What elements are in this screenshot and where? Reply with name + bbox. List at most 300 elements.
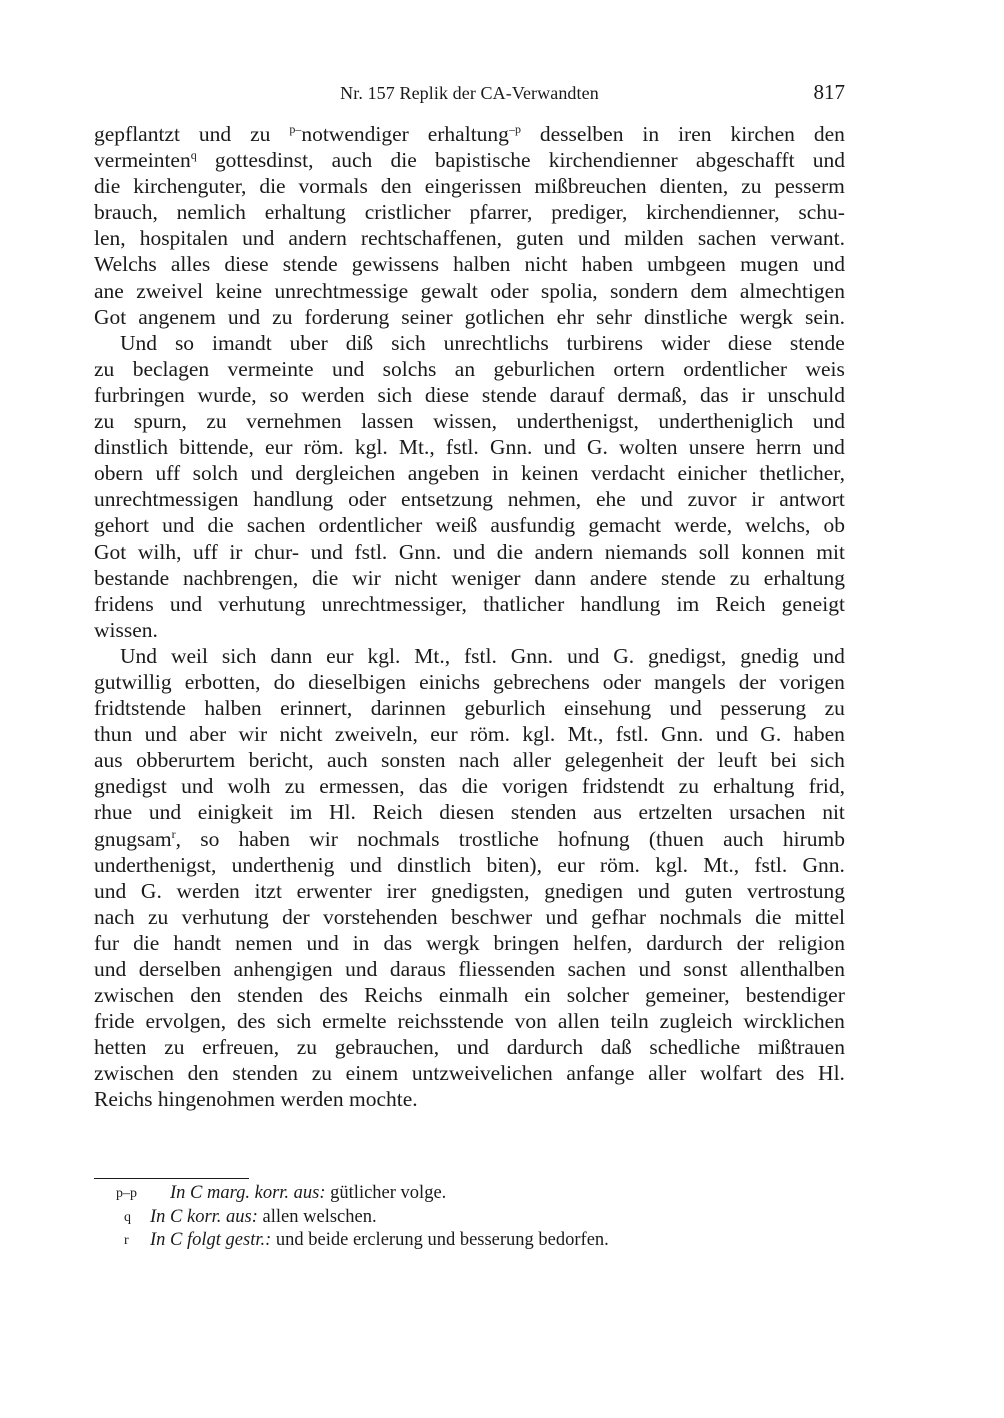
- footnote-marker: r: [124, 1233, 129, 1248]
- word-part: geneigt: [781, 591, 845, 616]
- word-part: thun: [94, 722, 133, 747]
- word-part: das: [418, 774, 448, 799]
- word-part: die: [461, 774, 488, 799]
- word: [465, 304, 545, 330]
- word-part: wircklichen: [743, 1009, 845, 1034]
- word-part: dann: [270, 643, 313, 668]
- word: [679, 773, 699, 799]
- word: [596, 486, 626, 512]
- word: [270, 643, 312, 669]
- word-part: stende: [789, 330, 845, 355]
- word-part: im: [289, 800, 313, 825]
- word: [361, 408, 414, 434]
- word-part: wissen,: [433, 409, 497, 434]
- word-part: Mt.,: [567, 722, 604, 747]
- word: [308, 669, 406, 695]
- text-line: [94, 904, 845, 930]
- word-part: hetten: [94, 1035, 147, 1060]
- word-part: weis: [805, 356, 845, 381]
- word-part: abgeschafft: [695, 148, 795, 173]
- word: [94, 1060, 174, 1086]
- word-part: schu-: [798, 200, 845, 225]
- word-part: antwort: [779, 487, 845, 512]
- word-part: haben: [793, 722, 845, 747]
- word-part: ehr: [556, 304, 585, 329]
- word-part: unrechtmessigen: [94, 487, 239, 512]
- word-part: erhaltung: [264, 200, 346, 225]
- word-part: erhaltung: [427, 122, 509, 146]
- word: [677, 591, 700, 617]
- word-part: von: [514, 1009, 547, 1034]
- word: [228, 304, 260, 330]
- word-part: die: [133, 930, 160, 955]
- word-part: ermelte: [322, 1009, 387, 1034]
- footnote-apparatus: In C folgt gestr.:: [150, 1230, 272, 1250]
- word: [285, 773, 305, 799]
- word-part: gemeiner,: [645, 983, 730, 1008]
- word-part: kirchendienner,: [646, 200, 780, 225]
- footnote-rule: [94, 1178, 249, 1179]
- word: [431, 878, 530, 904]
- word-part: darinnen: [370, 696, 446, 721]
- word-part: chur-: [254, 539, 299, 564]
- word-part: sachen: [246, 513, 306, 538]
- word-part: gotlichen: [464, 304, 545, 329]
- word-part: ermessen,: [319, 774, 405, 799]
- word-part: so: [174, 330, 195, 355]
- word-part: dardurch: [506, 1035, 584, 1060]
- word-part: gnedigsten,: [430, 878, 530, 903]
- word-part: zu: [272, 304, 293, 329]
- word: [745, 512, 810, 538]
- word: [94, 982, 174, 1008]
- word: [683, 356, 787, 382]
- word-part: werden: [301, 382, 365, 407]
- word: [318, 512, 422, 538]
- word: [587, 434, 608, 460]
- word-part: ehe: [595, 487, 626, 512]
- text-line: [94, 460, 845, 486]
- word-part: und: [812, 252, 845, 277]
- word-part: oder: [490, 278, 529, 303]
- word: [391, 330, 426, 356]
- word: [813, 434, 845, 460]
- word: [730, 121, 794, 147]
- word: [566, 1060, 634, 1086]
- text-line: [94, 643, 845, 669]
- word-part: bringen: [493, 930, 560, 955]
- word: [593, 799, 622, 825]
- word: [94, 695, 186, 721]
- word-part: diese: [424, 382, 470, 407]
- word-part: im: [676, 591, 700, 616]
- text-line: [94, 773, 845, 799]
- word: [490, 278, 528, 304]
- word: [459, 826, 539, 852]
- word: [740, 251, 799, 277]
- word: [171, 643, 208, 669]
- word-part: zu: [741, 174, 762, 199]
- word-part: die: [755, 904, 782, 929]
- word: erhaltung–p: [427, 122, 521, 146]
- word-part: vertrostung: [747, 878, 845, 903]
- word-part: der: [736, 930, 765, 955]
- word-part: pfarrer,: [469, 200, 533, 225]
- word-part: dinstlich: [397, 852, 472, 877]
- text-line: [94, 199, 845, 225]
- word-part: len,: [94, 226, 126, 251]
- word: [283, 251, 338, 277]
- word: [649, 1034, 740, 1060]
- word-part: itzt: [254, 878, 282, 903]
- word: [661, 330, 710, 356]
- word-part: ordentlicher: [318, 513, 423, 538]
- word-part: ir: [741, 382, 755, 407]
- word: [700, 382, 729, 408]
- word: [430, 721, 457, 747]
- word: [678, 121, 711, 147]
- word: [516, 225, 564, 251]
- word-part: Mt.,: [398, 435, 435, 460]
- word: [419, 773, 448, 799]
- word: [133, 173, 246, 199]
- word-part: fridstendt: [582, 774, 665, 799]
- word: [513, 747, 551, 773]
- word-part: gnugsam: [94, 826, 172, 851]
- word-part: kgl.: [655, 852, 689, 877]
- word-part: derselben: [138, 957, 222, 981]
- word-part: vorigen: [502, 774, 568, 799]
- word-part: Mt.,: [414, 643, 451, 668]
- body-text: [94, 121, 845, 1113]
- word: [770, 225, 845, 251]
- word-part: aller: [512, 748, 552, 773]
- word: [383, 356, 437, 382]
- word-part: des: [775, 1061, 805, 1086]
- word: [399, 539, 441, 565]
- word: [642, 121, 659, 147]
- word-part: diesen: [439, 800, 495, 825]
- word: [779, 669, 845, 695]
- word-part: dergleichen: [295, 461, 396, 486]
- word: [401, 304, 452, 330]
- word-part: verdacht: [590, 461, 665, 486]
- word: [564, 695, 651, 721]
- text-line: [94, 826, 845, 852]
- text-line: [94, 382, 845, 408]
- word: [497, 539, 523, 565]
- word: [215, 147, 314, 173]
- word-part: anfange: [566, 1061, 635, 1086]
- word: [740, 278, 845, 304]
- word: [133, 356, 209, 382]
- text-line: [94, 539, 845, 565]
- word-part: ursachen: [729, 800, 806, 825]
- word-part: werden: [176, 878, 240, 903]
- word: [198, 382, 257, 408]
- word: [218, 591, 305, 617]
- word: [756, 434, 801, 460]
- word: [332, 147, 373, 173]
- word: [740, 304, 793, 330]
- word-part: guten: [516, 226, 564, 251]
- word: [146, 1008, 227, 1034]
- word: [741, 539, 804, 565]
- running-title: Nr. 157 Replik der CA-Verwandten: [340, 83, 599, 103]
- word-part: dem: [690, 278, 728, 303]
- word: [451, 904, 532, 930]
- word-part: kirchen: [730, 122, 795, 146]
- word-part: daraus: [389, 957, 446, 981]
- text-line: [94, 878, 845, 904]
- word-part: geburlich: [464, 696, 546, 721]
- word: [483, 591, 564, 617]
- word-part: zu: [729, 565, 750, 590]
- word: [645, 982, 730, 1008]
- word: [237, 982, 303, 1008]
- word: [319, 773, 404, 799]
- word: [502, 773, 568, 799]
- text-line: [94, 721, 845, 747]
- word: [94, 591, 154, 617]
- word: [690, 278, 727, 304]
- word: [507, 1034, 583, 1060]
- word-part: dann: [534, 565, 577, 590]
- word: [558, 1008, 600, 1034]
- word: [798, 199, 845, 225]
- word: [435, 512, 477, 538]
- word-part: weil: [170, 643, 208, 668]
- word: [809, 773, 845, 799]
- word: [265, 434, 292, 460]
- word-part: keine: [215, 278, 263, 303]
- word-part: gebrauchen,: [334, 1035, 440, 1060]
- word: [603, 669, 641, 695]
- word: [383, 930, 412, 956]
- word-part: ertzelten: [638, 800, 713, 825]
- word: [778, 930, 845, 956]
- word-part: sein.: [804, 304, 845, 329]
- word-part: diese: [224, 252, 269, 277]
- word: [486, 852, 542, 878]
- word: [795, 904, 845, 930]
- word-part: stende: [282, 252, 338, 277]
- word: [776, 1060, 805, 1086]
- word: [755, 904, 781, 930]
- word-part: vermeinten: [94, 148, 191, 173]
- word-part: aber: [189, 722, 227, 747]
- word-part: helfen,: [573, 930, 633, 955]
- word-part: uber: [289, 330, 328, 355]
- word-part: eur: [326, 643, 354, 668]
- word-part: uff: [193, 539, 218, 564]
- text-line: [94, 852, 845, 878]
- word: [399, 434, 435, 460]
- word: [661, 565, 716, 591]
- word-part: brauch,: [94, 200, 158, 225]
- word: [760, 721, 781, 747]
- word-part: mißtrauen: [757, 1035, 845, 1060]
- word-part: G.: [586, 435, 608, 460]
- footnote-text: [150, 1229, 609, 1253]
- word: [783, 826, 845, 852]
- word-part: obern: [94, 461, 143, 486]
- word: [813, 251, 845, 277]
- word-part: und: [543, 435, 576, 460]
- footnote: [94, 1206, 845, 1230]
- word-part: halben: [453, 252, 511, 277]
- word-part: nit: [822, 800, 845, 825]
- word: [189, 721, 226, 747]
- word: [451, 565, 520, 591]
- word: [329, 799, 356, 825]
- word-part: und: [144, 722, 177, 747]
- word: [658, 408, 793, 434]
- word-part: kgl.: [354, 435, 388, 460]
- word-part: reichsstende: [397, 1009, 504, 1034]
- word-part: notwendiger: [301, 122, 409, 146]
- word: [177, 878, 240, 904]
- word: [94, 356, 114, 382]
- word: [508, 486, 581, 512]
- word-part: fstl.: [354, 539, 388, 564]
- word-part: ausfundig: [490, 513, 576, 538]
- word: [207, 512, 233, 538]
- word-part: bei: [770, 748, 797, 773]
- word-part: zu: [678, 774, 699, 799]
- word: [181, 773, 213, 799]
- word: [805, 304, 845, 330]
- word: [700, 1060, 762, 1086]
- word: [350, 852, 382, 878]
- word: [94, 904, 135, 930]
- word-part: angeben: [407, 461, 480, 486]
- word-part: sachen: [567, 957, 627, 981]
- word: [322, 591, 467, 617]
- word-part: andern: [288, 226, 347, 251]
- word-part: eur: [557, 852, 585, 877]
- word: [239, 826, 290, 852]
- word: [177, 199, 246, 225]
- word-part: angenem: [138, 304, 216, 329]
- word: [312, 1060, 332, 1086]
- text-line: [94, 173, 845, 199]
- word-part: wir: [238, 722, 268, 747]
- word-part: wolten: [619, 435, 678, 460]
- footnote-variant: und beide erclerung und besserung bedorfen.: [271, 1230, 609, 1250]
- word: [364, 982, 423, 1008]
- word-part: biten),: [486, 852, 542, 877]
- word: [814, 121, 845, 147]
- text-line: [94, 1060, 845, 1086]
- word-part: herrn: [756, 435, 802, 460]
- word: [813, 643, 845, 669]
- word: [136, 747, 235, 773]
- word: [601, 1034, 632, 1060]
- word: [204, 695, 261, 721]
- word-part: weniger: [451, 565, 521, 590]
- word: [377, 382, 412, 408]
- word: [212, 330, 272, 356]
- word: [346, 1060, 399, 1086]
- word: [269, 382, 288, 408]
- word: [754, 852, 787, 878]
- word: [730, 565, 750, 591]
- word: [425, 173, 522, 199]
- word: [282, 904, 309, 930]
- word: [654, 669, 726, 695]
- word: [493, 669, 590, 695]
- word: [490, 434, 532, 460]
- word: [544, 878, 623, 904]
- word: [242, 225, 274, 251]
- word-part: bestande: [94, 565, 170, 590]
- word: [720, 695, 806, 721]
- word: [253, 486, 333, 512]
- word-part: erhaltung: [713, 774, 795, 799]
- word: [247, 512, 306, 538]
- word: [521, 460, 578, 486]
- word: [759, 460, 845, 486]
- text-line: [94, 330, 845, 356]
- text-line: [94, 747, 845, 773]
- word-part: guten: [684, 878, 733, 903]
- word: [813, 408, 845, 434]
- word: [482, 382, 537, 408]
- word: [390, 956, 446, 982]
- word-part: wolfart: [699, 1061, 763, 1086]
- word: [591, 460, 665, 486]
- word: [94, 617, 158, 643]
- word: [348, 486, 386, 512]
- word: [582, 251, 633, 277]
- word: [94, 121, 180, 147]
- word-part: und: [812, 435, 845, 460]
- word: [288, 225, 347, 251]
- word: [332, 356, 364, 382]
- word-part: Gnn.: [510, 643, 554, 668]
- word-part: gewissens: [351, 252, 439, 277]
- word: [397, 852, 471, 878]
- word-part: zu: [284, 774, 306, 799]
- word: [120, 643, 157, 669]
- word-part: aller: [648, 1061, 687, 1086]
- word: [453, 539, 485, 565]
- word: [464, 643, 497, 669]
- word-part: Und: [120, 330, 158, 355]
- text-line: [94, 486, 845, 512]
- footnote-text: [150, 1206, 377, 1230]
- word: [751, 486, 764, 512]
- word: [588, 512, 661, 538]
- word-part: zwischen: [94, 1061, 174, 1086]
- word: [138, 304, 216, 330]
- word: [246, 408, 342, 434]
- word-part: untzweivelichen: [411, 1061, 553, 1086]
- word-part: eur: [430, 722, 458, 747]
- word: [619, 434, 678, 460]
- word-part: cristlicher: [364, 200, 451, 225]
- word-part: nicht: [279, 722, 323, 747]
- word-part: wir: [309, 826, 338, 851]
- word-part: und: [162, 513, 195, 538]
- word: [352, 565, 381, 591]
- word: [94, 878, 126, 904]
- word-part: den: [190, 983, 222, 1008]
- text-line: [94, 225, 845, 251]
- word: [610, 278, 678, 304]
- text-line: [94, 930, 845, 956]
